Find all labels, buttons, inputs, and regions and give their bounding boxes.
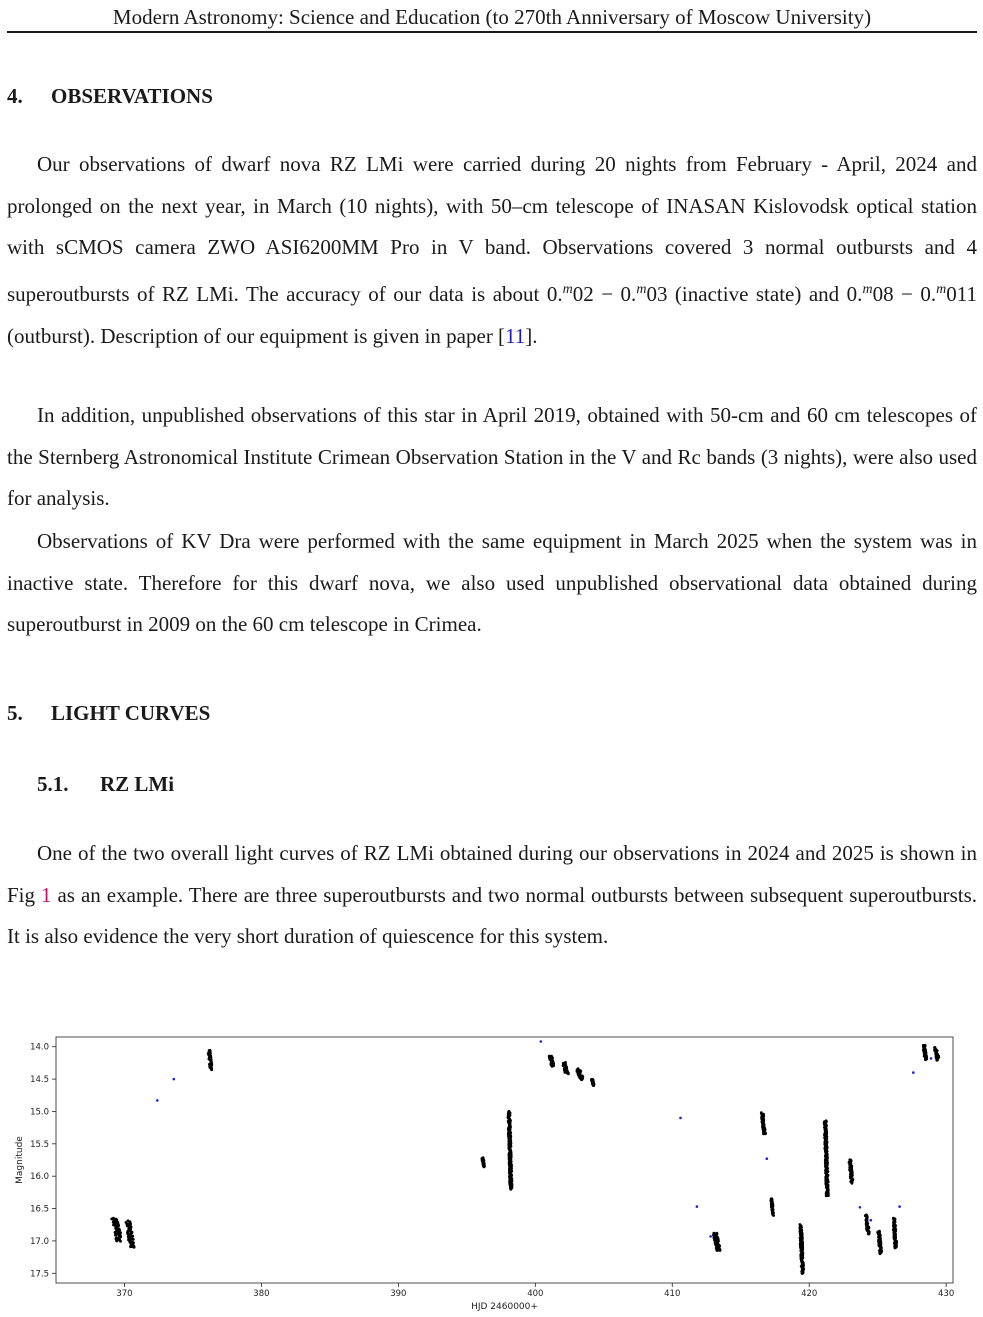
data-point	[716, 1249, 719, 1252]
data-point	[894, 1247, 897, 1250]
section-number: 4.	[7, 84, 23, 108]
observation-night-cluster	[125, 1219, 136, 1248]
light-curve-figure	[0, 1030, 983, 1317]
data-point	[173, 1078, 176, 1081]
magnitude-superscript: m	[562, 282, 573, 298]
subsection-heading-rz-lmi	[37, 771, 174, 797]
y-tick-label: 16.0	[30, 1172, 49, 1183]
data-point	[696, 1205, 699, 1208]
x-tick-label: 370	[116, 1289, 133, 1299]
data-point	[119, 1235, 122, 1238]
paragraph-text: ].	[525, 323, 538, 348]
x-tick-label: 430	[938, 1289, 955, 1299]
y-tick-label: 14.0	[30, 1042, 49, 1053]
paragraph-text: One of the two overall light curves of RZ LMi obtained during our observations in 2024 and 2025 is shown in Fig	[7, 841, 977, 907]
y-tick-label: 17.5	[30, 1269, 49, 1280]
data-point	[870, 1219, 873, 1222]
subsection-number: 5.1.	[37, 772, 69, 796]
running-head: Modern Astronomy: Science and Education (to 270th Anniversary of Moscow University)	[112, 5, 872, 29]
data-point	[483, 1166, 486, 1169]
y-tick-label: 14.5	[30, 1075, 49, 1086]
data-point	[709, 1235, 712, 1238]
observation-night-cluster	[507, 1110, 514, 1191]
observation-night-cluster	[562, 1061, 570, 1075]
data-point	[592, 1084, 595, 1087]
data-point	[935, 1059, 938, 1062]
y-axis-label: Magnitude	[15, 1136, 25, 1184]
data-point	[930, 1057, 933, 1060]
y-tick-label: 15.5	[30, 1139, 49, 1150]
observation-night-cluster	[712, 1232, 721, 1252]
x-tick-label: 410	[664, 1289, 681, 1299]
plot-frame	[56, 1037, 953, 1283]
data-point	[540, 1040, 543, 1043]
paragraph-text: 08 − 0.	[872, 282, 937, 307]
observation-night-cluster	[760, 1111, 767, 1135]
paragraph-text: 02 − 0.	[572, 282, 637, 307]
section-heading-light-curves	[7, 700, 210, 726]
data-point	[552, 1064, 555, 1067]
data-point	[132, 1245, 135, 1248]
data-point	[801, 1272, 804, 1275]
data-point	[114, 1234, 117, 1237]
paragraph-observations-3: Observations of KV Dra were performed with the same equipment in March 2025 when the system was in inactive state. Therefore for this dwarf nova, we also used unpublished observational data obtained during superoutburst in 2009 on the 60 cm telescope in Crimea.	[7, 529, 977, 637]
subsection-title: RZ LMi	[100, 772, 175, 796]
observation-night-cluster	[207, 1049, 213, 1071]
data-point	[567, 1072, 570, 1075]
observation-night-cluster	[110, 1217, 122, 1243]
section-title: OBSERVATIONS	[51, 84, 213, 108]
y-tick-label: 17.0	[30, 1236, 49, 1247]
data-point	[132, 1238, 135, 1241]
paragraph-light-curves	[7, 833, 977, 958]
observation-night-cluster	[933, 1046, 940, 1062]
data-point	[156, 1099, 159, 1102]
data-point	[925, 1058, 928, 1061]
data-point	[210, 1068, 213, 1071]
section-heading-observations	[7, 83, 213, 109]
paragraph-observations-2: In addition, unpublished observations of this star in April 2019, obtained with 50-cm and 60 cm telescopes of the Sternberg Astronomical Institute Crimean Observation Station in the V and Rc bands (3 nights), were also used for analysis.	[7, 403, 977, 511]
data-point	[766, 1157, 769, 1160]
observation-night-cluster	[481, 1156, 486, 1168]
observation-night-cluster	[864, 1214, 871, 1236]
observation-night-cluster	[590, 1078, 595, 1087]
observation-night-cluster	[892, 1217, 898, 1250]
observation-night-cluster	[576, 1067, 585, 1081]
data-point	[851, 1182, 854, 1185]
section-number: 5.	[7, 701, 23, 725]
data-point	[509, 1188, 512, 1191]
section-title: LIGHT CURVES	[51, 701, 211, 725]
observation-night-cluster	[770, 1197, 775, 1217]
magnitude-superscript: m	[636, 282, 647, 298]
data-point	[129, 1245, 132, 1248]
light-curve-chart	[0, 1030, 983, 1317]
x-axis-label: HJD 2460000+	[471, 1302, 538, 1312]
paragraph-text: as an example. There are three superoutbursts and two normal outbursts between subsequent superoutbursts. It is also evidence the very short duration of quiescence for this system.	[7, 882, 977, 949]
data-point	[898, 1205, 901, 1208]
data-point	[859, 1206, 862, 1209]
x-tick-label: 380	[253, 1289, 270, 1299]
magnitude-superscript: m	[936, 282, 947, 298]
x-tick-label: 390	[390, 1289, 407, 1299]
data-point	[825, 1194, 828, 1197]
header-rule	[7, 31, 977, 33]
data-point	[912, 1071, 915, 1074]
data-point	[679, 1117, 682, 1120]
y-tick-label: 16.5	[30, 1204, 49, 1215]
observation-night-cluster	[922, 1044, 928, 1061]
observation-night-cluster	[876, 1230, 883, 1255]
x-tick-label: 420	[801, 1289, 818, 1299]
data-point	[762, 1132, 765, 1135]
data-point	[879, 1252, 882, 1255]
paragraph-observations-1	[7, 144, 977, 358]
paragraph-text: 011 (outburst). Description of our equipment is given in paper [	[7, 282, 978, 348]
x-tick-label: 400	[527, 1289, 544, 1299]
observation-night-cluster	[848, 1158, 855, 1184]
data-point	[564, 1071, 567, 1074]
data-point	[115, 1240, 118, 1243]
data-point	[119, 1240, 122, 1243]
data-point	[580, 1078, 583, 1081]
y-tick-label: 15.0	[30, 1107, 49, 1118]
figure-link[interactable]: 1	[41, 882, 52, 907]
observation-night-cluster	[548, 1055, 555, 1068]
citation-link[interactable]: 11	[505, 323, 526, 348]
observation-night-cluster	[823, 1119, 830, 1197]
data-point	[772, 1214, 775, 1217]
paragraph-text: Our observations of dwarf nova RZ LMi were carried during 20 nights from February - April, 2024 and prolonged on the next year, in March (10 nights), with 50–cm telescope of INASAN Kislovodsk optical station with sCMOS camera ZWO ASI6200MM Pro in V band. Observations covered 3 normal outbursts and 4 superoutbursts of RZ LMi. The accuracy of our data is about 0.	[7, 152, 977, 307]
magnitude-superscript: m	[862, 282, 873, 298]
data-point	[867, 1233, 870, 1236]
paragraph-text: 03 (inactive state) and 0.	[646, 282, 863, 307]
observation-night-cluster	[799, 1223, 806, 1275]
